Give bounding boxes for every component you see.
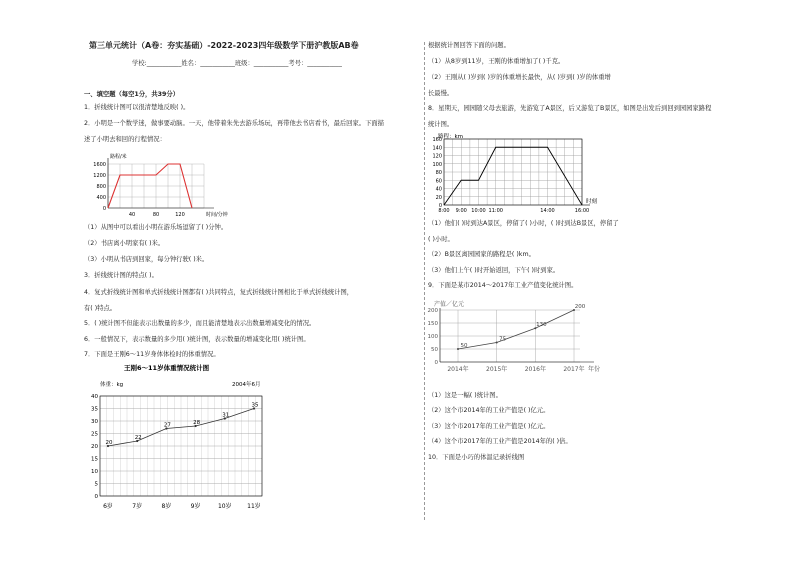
y-tick-label: 1200	[93, 173, 106, 179]
y-tick-label: 0	[102, 206, 106, 212]
chart-date: 2004年6月	[232, 382, 261, 388]
y-tick-label: 0	[438, 203, 442, 209]
y-tick-label: 20	[91, 444, 98, 450]
question-9: 9．下面是某市2014～2017年工业产值变化统计图。	[428, 282, 578, 289]
x-tick-label: 2017年	[563, 366, 585, 373]
column-divider	[424, 42, 425, 520]
x-tick-label: 7岁	[132, 503, 143, 510]
y-tick-label: 15	[91, 456, 98, 463]
x-tick-label: 8:00	[438, 208, 450, 214]
y-tick-label: 100	[427, 334, 438, 340]
travel-distance-chart	[428, 131, 603, 214]
question-6: 6．一般情况下，表示数量的多少用( )统计图，表示数量的增减变化用( )统计图。	[84, 336, 310, 343]
data-label: 20	[105, 440, 113, 446]
question-8-line2: 统计图。	[428, 121, 454, 128]
data-point	[457, 348, 459, 350]
y-tick-label: 400	[96, 195, 106, 201]
question-8-part1-line1: （1）他们( )时到达A景区，停留了( )小时，( )时到达B景区，停留了	[428, 220, 619, 227]
industrial-output-chart	[428, 296, 628, 376]
data-label: 200	[574, 304, 586, 310]
question-7: 7．下面是王刚6～11岁身体体检时的体重情况。	[84, 351, 220, 358]
y-tick-label: 40	[435, 186, 442, 193]
y-tick-label: 120	[432, 153, 442, 160]
question-9-part4: （4）这个市2017年的工业产值是2014年的( )倍。	[428, 438, 572, 445]
x-tick-label: 14:00	[540, 208, 555, 214]
y-tick-label: 20	[435, 194, 442, 201]
data-label: 28	[193, 420, 201, 426]
q7-intro: 根据统计图回答下面的问题。	[428, 42, 510, 49]
question-8-part3: （3）他们上午( )时开始返回，下午( )时到家。	[428, 267, 560, 274]
q7-part1: （1）从8岁到11岁，王刚的体重增加了( )千克。	[428, 58, 565, 65]
data-label: 35	[251, 402, 259, 409]
y-tick-label: 5	[94, 481, 98, 488]
y-tick-label: 10	[91, 469, 98, 475]
x-tick-label: 2015年	[486, 366, 508, 373]
y-axis-label: 路程/米	[110, 154, 127, 160]
data-label: 27	[163, 422, 171, 429]
question-2-line1: 2．小明是一个数学迷，做事要动脑。一天，他带着朱先去游乐场玩，再带他去书店看书，最后回家。下面描	[84, 120, 384, 127]
y-axis-label: 产值／亿元	[434, 301, 465, 308]
y-tick-label: 100	[432, 161, 442, 168]
x-tick-label: 80	[152, 212, 160, 218]
q7-part2-line1: （2）王刚从( )岁到( )岁的体重增长最快，从( )岁到( )岁的体重增	[428, 74, 611, 81]
exam-title: 第三单元统计（A卷：夯实基础）-2022-2023四年级数学下册沪教版AB卷	[89, 41, 359, 50]
x-axis-label: 时刻	[586, 199, 598, 205]
question-9-part1: （1）这是一幅( )统计图。	[428, 392, 502, 399]
y-tick-label: 35	[91, 406, 98, 413]
data-label: 130	[536, 322, 547, 329]
question-9-part3: （3）这个市2017年的工业产值是( )亿元。	[428, 423, 550, 430]
x-tick-label: 2016年	[524, 366, 546, 373]
question-4-line2: 有( )特点。	[84, 305, 117, 312]
weight-chart	[84, 362, 284, 512]
x-tick-label: 9岁	[190, 503, 201, 510]
trip-distance-chart	[88, 152, 238, 222]
question-8-part2: （2）B景区离园园家的路程是( )km。	[428, 251, 535, 258]
question-8-line1: 8．星期天，园园随父母去旅游，先游览了A景区，后又游览了B景区，如图是出发后到回到园园家路程	[428, 105, 712, 112]
x-tick-label: 2014年	[447, 366, 469, 373]
y-tick-label: 140	[432, 145, 442, 152]
y-tick-label: 160	[432, 137, 442, 143]
data-label: 31	[222, 412, 230, 419]
question-9-part2: （2）这个市2014年的工业产值是( )亿元。	[428, 407, 550, 414]
y-tick-label: 150	[427, 321, 438, 327]
x-tick-label: 10:00	[471, 208, 486, 214]
data-label: 75	[499, 336, 507, 343]
y-tick-label: 800	[96, 184, 106, 190]
x-tick-label: 6岁	[103, 503, 113, 510]
y-tick-label: 0	[434, 360, 438, 366]
question-4-line1: 4．复式折线统计图和单式折线统计图都有( )共同特点，复式折线统计图相比于单式折线统计图，	[84, 289, 354, 296]
q7-part2-line2: 长最慢。	[428, 90, 454, 97]
y-tick-label: 30	[91, 419, 98, 425]
x-tick-label: 11岁	[247, 503, 261, 510]
y-tick-label: 1600	[93, 162, 106, 168]
y-tick-label: 50	[431, 347, 438, 353]
student-info-line: 学校:___________姓名：___________班级：___________考号：___________	[132, 60, 342, 67]
x-tick-label: 8岁	[161, 503, 172, 510]
y-tick-label: 40	[91, 394, 98, 400]
x-tick-label: 40	[128, 212, 136, 218]
y-tick-label: 80	[435, 170, 442, 176]
question-2-part2: （2）书店离小明家有( )米。	[84, 240, 165, 247]
question-1: 1．折线统计图可以很清楚地反映( )。	[84, 104, 190, 111]
x-axis-label: 时间/分钟	[206, 212, 228, 218]
question-8-part1-line2: ( )小时。	[428, 236, 454, 243]
y-tick-label: 60	[435, 178, 442, 185]
question-3: 3．折线统计图的特点( )。	[84, 272, 158, 279]
question-2-part1: （1）从图中可以看出小明在游乐场逗留了( )分钟。	[84, 224, 228, 231]
question-5: 5．( )统计图不但能表示出数量的多少，而且能清楚地表示出数量增减变化的情况。	[84, 320, 316, 327]
x-tick-label: 11:00	[488, 208, 503, 214]
y-tick-label: 200	[427, 308, 438, 314]
data-label: 50	[460, 343, 468, 349]
y-axis-label: 体重：kg	[100, 382, 124, 388]
x-tick-label: 120	[175, 212, 185, 218]
y-tick-label: 25	[91, 431, 98, 438]
y-axis-label: 路程：km	[438, 134, 464, 140]
section1-heading: 一、填空题（每空1分，共39分）	[84, 91, 180, 98]
data-label: 22	[134, 435, 142, 441]
x-tick-label: 16:00	[574, 208, 590, 214]
question-2-line2: 述了小明去和回的行程情况：	[84, 136, 166, 143]
data-point	[496, 342, 498, 344]
question-10: 10．下面是小巧的体温记录折线图	[428, 454, 525, 461]
x-tick-label: 9:00	[455, 208, 467, 214]
x-axis-label: 年份	[588, 366, 601, 373]
series-line	[458, 310, 574, 349]
x-tick-label: 10岁	[217, 503, 232, 510]
chart-title: 王刚6～11岁体重情况统计图	[124, 364, 210, 372]
y-tick-label: 0	[94, 494, 98, 500]
question-2-part3: （3）小明从书店到回家，每分钟行驶( )米。	[84, 256, 209, 263]
